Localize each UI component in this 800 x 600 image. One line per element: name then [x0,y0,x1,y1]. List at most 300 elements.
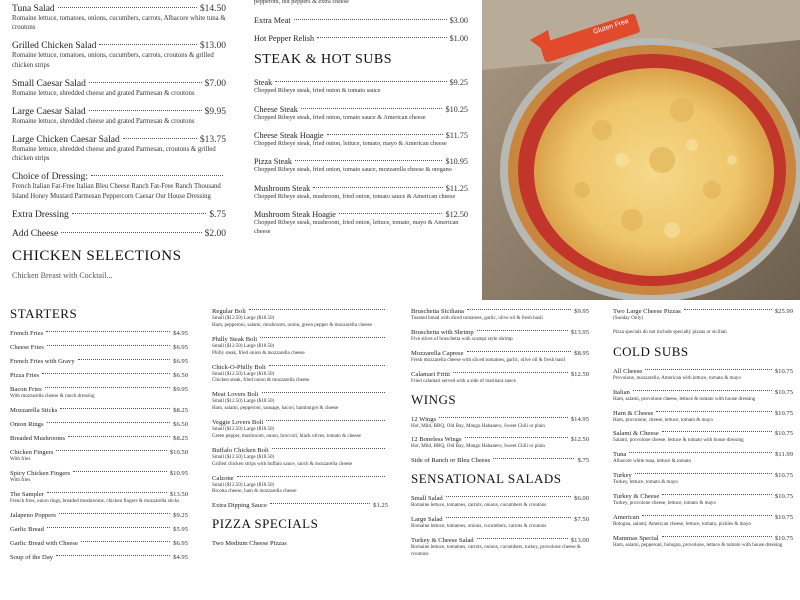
steak-hot-subs-heading: STEAK & HOT SUBS [254,52,393,68]
menu-item-row [12,4,226,14]
menu-item-row [411,329,589,336]
menu-item-price: $9.95 [204,106,226,117]
menu-item [613,493,793,507]
leader-dots [61,232,201,233]
menu-item [212,336,388,357]
menu-item-row [10,372,188,379]
menu-item-row [212,447,388,454]
menu-item-row [10,491,188,498]
menu-item-price: $10.75 [774,388,793,396]
menu-item-price: $25.99 [774,308,793,315]
leader-dots [89,82,202,83]
menu-item [411,350,589,364]
leader-dots [89,110,202,111]
menu-item-price: $.75 [577,457,589,465]
menu-item-description: Hot, Mild, BBQ, Old Bay, Mango Habanero, Sweet Chili or plain [411,443,545,450]
menu-item-description: Romaine lettuce, tomatoes, onions, cucumbers, carrots & croutons [411,523,547,530]
menu-item-description: Philly steak, fried onion & mozzarella cheese [212,349,305,356]
wings-list [411,416,589,465]
menu-item-description: Chopped Ribeye steak, fried onion, tomato sauce & American cheese [254,113,426,121]
boli-list [212,308,388,509]
leader-dots [47,527,170,528]
menu-item-row [613,430,793,437]
salad-list [12,4,226,239]
menu-item-name: Meat Lovers Boli [212,391,259,399]
menu-item-price: $3.00 [449,16,468,26]
leader-dots [73,471,167,472]
menu-item-name: Turkey & Cheese [613,493,660,500]
steak-subs-list [254,78,468,236]
menu-item-price: $6.50 [173,420,188,428]
menu-item-description: Hot, Mild, BBQ, Old Bay, Mango Habanero, Sweet Chili or plain [411,422,545,429]
menu-item-name: Add Cheese [12,228,59,239]
menu-item [10,358,188,365]
menu-item-row [10,358,188,365]
leader-dots [68,436,170,437]
menu-item-price: $9.95 [173,386,188,393]
menu-item [212,502,388,509]
menu-item-name: Garlic Bread with Cheese [10,539,78,547]
menu-item [411,416,589,430]
menu-item-row [613,472,793,479]
leader-dots [467,309,571,310]
menu-item-row [411,457,589,464]
menu-item-description: Romaine lettuce, shredded cheese and grated Parmesan, croutons & grilled chicken strips [12,146,216,163]
menu-item-name: Mushroom Steak [254,183,311,193]
menu-item [12,41,226,69]
menu-item-description: Salami, provolone cheese, lettuce & tomato with house dressing [613,437,744,444]
menu-item-name: Turkey [613,472,632,480]
menu-item-price: $10.75 [774,513,793,521]
menu-item-name: Grilled Chicken Salad [12,41,97,52]
menu-item [10,554,188,561]
leader-dots [477,538,568,539]
menu-item-description: Small ($12.50) Large ($18.50) [212,481,275,488]
menu-item-name: Italian [613,388,630,396]
menu-item-description: Ham, pepperoni, salami, mushroom, onion, green pepper & mozzarella cheese [212,321,372,328]
appetizers-list [411,308,589,385]
menu-item-description: Ricotta cheese, ham & mozzarella cheese [212,488,297,495]
cold-subs-list [613,368,793,549]
leader-dots [262,392,385,393]
menu-item-row [10,386,188,393]
menu-item-description: French fries, onion rings, breaded mushrooms, chicken fingers & mozzarella sticks [10,497,180,504]
menu-item-name: Calamari Fritti [411,370,451,378]
menu-item-price: $12.50 [570,370,589,378]
extras-list [254,16,468,43]
menu-item [411,436,589,450]
menu-item-description: With mozzarella cheese & ranch dressing [10,393,95,399]
menu-item-name: Mammas Special [613,534,659,542]
menu-item [212,475,388,496]
menu-item-name: 12 Boneless Wings [411,436,462,444]
leader-dots [249,309,385,310]
pizza-specials-list [613,308,793,322]
leader-dots [47,422,171,423]
menu-item-name: American [613,513,639,521]
leader-dots [467,351,572,352]
menu-item-row [411,416,589,423]
menu-item-name: Cheese Steak Hoagie [254,131,324,141]
menu-item-price: $10.75 [774,472,793,480]
menu-item-price: $6.00 [574,495,589,503]
menu-panel-salads [0,0,238,300]
menu-item-name: Veggie Lovers Boli [212,419,264,426]
menu-item-name: French Fries with Gravy [10,358,75,365]
menu-item [254,184,468,201]
menu-item [10,512,188,519]
menu-item-price: $6.50 [173,372,188,379]
menu-item-name: Tuna Salad [12,4,55,14]
menu-item [10,407,188,414]
menu-item-description: Ham, salami, pepperoni, bologna, provolone, lettuce & tomato with house dressing [613,541,783,548]
menu-item-price: $13.50 [169,490,188,498]
menu-item-price: $13.75 [199,135,226,146]
menu-item-row [613,410,793,417]
starters-heading: STARTERS [10,306,78,321]
leader-dots [446,517,572,518]
menu-item-name: Buffalo Chicken Boli [212,446,269,454]
menu-item-price: $9.95 [574,308,589,315]
leader-dots [56,555,170,556]
menu-item-price: $8.25 [173,406,188,414]
leader-dots [662,431,772,432]
menu-item-row [411,516,589,523]
menu-item-row [613,368,793,375]
menu-item-name: Calzone [212,474,234,482]
menu-item-name: Salami & Cheese [613,430,659,438]
menu-panel-starters [0,300,200,600]
menu-item [12,229,226,239]
menu-item [613,451,793,465]
menu-item-row [613,514,793,521]
menu-item-description: Ham, salami, pepperoni, sausage, bacon, hamburger & cheese [212,405,339,412]
menu-item-description: (Sunday Only) [613,315,644,321]
menu-item-name: Extra Dipping Sauce [212,502,267,510]
menu-item-row [254,157,468,166]
leader-dots [269,365,385,366]
menu-item-name: Small Caesar Salad [12,78,86,89]
salads-list [411,495,589,558]
menu-item-price: $1.25 [373,502,388,510]
menu-item-description: Ham, provolone, cheese, lettuce, tomato & mayo [613,416,713,423]
menu-item-description: Bologna, salami, American cheese, lettuce, tomato, pickles & mayo [613,520,751,527]
leader-dots [295,160,443,161]
leader-dots [270,503,370,504]
menu-item-description: Chopped Ribeye steak, fried onion & tomato sauce [254,87,381,95]
leader-dots [446,496,571,497]
menu-panel-wings-salads [400,300,602,600]
menu-item-price: $10.95 [169,469,188,477]
menu-item-name: Ham & Cheese [613,409,654,417]
menu-item-price: $14.50 [199,4,226,14]
cut-off-line: Two Medium Cheese Pizzas [212,540,287,548]
menu-item [411,329,589,343]
menu-item-price: $14.95 [570,415,589,423]
menu-item-row [613,451,793,458]
leader-dots [294,19,447,20]
menu-item-row [613,493,793,500]
menu-item-name: The Sampler [10,490,44,498]
menu-item-row [10,330,188,337]
menu-item-price: $4.95 [173,553,188,561]
menu-item-price: $13.00 [199,41,226,52]
menu-item-description: Small ($12.50) Large ($18.50) [212,453,275,460]
menu-item-description: Romaine lettuce, shredded cheese and grated Parmesan & croutons [12,117,195,125]
leader-dots [662,494,772,495]
menu-item-name: Soup of the Day [10,553,54,561]
leader-dots [272,448,385,449]
menu-item-name: Turkey & Cheese Salad [411,537,474,544]
menu-item-name: Choice of Dressing: [12,172,88,183]
menu-item-price: $13.95 [570,328,589,336]
menu-item [613,430,793,444]
menu-item [411,495,589,509]
menu-item-row [254,210,468,219]
leader-dots [313,187,443,188]
menu-item-price: $1.00 [449,34,468,44]
menu-item [613,410,793,424]
menu-item-row [411,350,589,357]
menu-item-description: Small ($12.50) Large ($18.50) [212,370,275,377]
menu-item-name: Two Large Cheese Pizzas [613,308,681,315]
menu-item-name: 12 Wings [411,415,437,423]
menu-item-name: Extra Meat [254,16,291,26]
pizza-illustration [482,0,800,300]
menu-item [12,79,226,98]
menu-item-description: Five slices of bruschetta with scampi style shrimp [411,335,513,342]
menu-item-row [254,78,468,87]
menu-item-row [10,540,188,547]
menu-item [254,16,468,25]
leader-dots [477,330,568,331]
menu-item-price: $6.95 [173,358,188,365]
leader-dots [317,37,447,38]
menu-item-price: $.75 [209,209,226,220]
leader-dots [684,309,772,310]
leader-dots [237,476,385,477]
menu-item-description: Small ($12.50) Large ($18.50) [212,342,275,349]
menu-item [10,435,188,442]
menu-item-name: Cheese Steak [254,104,298,114]
menu-item-description: Romaine lettuce, tomatoes, onions, cucumbers, carrots, Albacore white tuna & croutons [12,15,226,32]
menu-panel-steak-subs [238,0,482,300]
menu-item-description: Romaine lettuce, tomatoes, onions, cucumbers, carrots, croutons & grilled chicken strips [12,52,214,69]
menu-item-row [12,172,226,182]
leader-dots [123,138,197,139]
menu-item [212,447,388,468]
leader-dots [629,452,772,453]
salads-heading: SENSATIONAL SALADS [411,471,562,487]
leader-dots [91,175,223,176]
chicken-selections-heading: CHICKEN SELECTIONS [12,247,182,264]
leader-dots [275,81,446,82]
menu-item-price: $12.50 [570,436,589,444]
menu-item [254,131,468,148]
menu-item-row [212,336,388,343]
menu-item-row [411,436,589,443]
menu-item-row [254,16,468,25]
menu-item-name: Steak [254,78,273,88]
menu-item-row [613,308,793,315]
menu-item-description: French Italian Fat-Free Italian Bleu Cheese Ranch Fat-Free Ranch Thousand Island Honey Mustard Parmesan Peppercorn Caesar Our House Dressing [12,183,221,200]
menu-item-row [10,344,188,351]
menu-item-row [10,554,188,561]
menu-item-row [254,131,468,140]
menu-item-name: Tuna [613,451,627,459]
menu-item-price: $5.95 [173,525,188,533]
menu-item [12,4,226,32]
menu-item [613,535,793,549]
menu-item-price: $11.75 [445,131,468,141]
menu-item-name: Jalapeno Poppers [10,511,56,519]
menu-item-row [10,421,188,428]
pizza-specials-note: Pizza specials do not include specialty pizzas or sicilian [613,328,727,335]
leader-dots [339,213,443,214]
leader-dots [78,359,171,360]
leader-dots [60,408,170,409]
menu-item-name: Pizza Steak [254,157,292,167]
leader-dots [45,387,170,388]
menu-item [613,472,793,486]
menu-item-row [10,470,188,477]
leader-dots [99,44,196,45]
menu-item-name: Hot Pepper Relish [254,34,315,44]
menu-item-row [212,308,388,315]
menu-item-description: Chopped Ribeye steak, mushroom, fried onion, lettuce, tomato, mayo & American cheese [254,219,459,235]
menu-item-price: $11.25 [445,183,468,193]
leader-dots [42,373,170,374]
leader-dots [635,473,772,474]
menu-item [12,107,226,126]
leader-dots [47,345,170,346]
menu-item-row [12,135,226,145]
menu-item [254,34,468,43]
menu-item-price: $13.00 [570,537,589,544]
menu-item-row [12,210,226,220]
menu-item-description: Albacore white tuna, lettuce & tomato [613,458,692,465]
menu-item [254,105,468,122]
menu-item-description: Grilled chicken strips with buffalo sauce, ranch & mozzarella cheese [212,460,353,467]
menu-item-name: Chick-O-Philly Boli [212,363,266,371]
menu-item-description: Toasted bread with diced tomatoes, garlic, olive oil & fresh basil [411,315,543,321]
leader-dots [439,417,568,418]
menu-item [10,330,188,337]
menu-item-row [411,537,589,544]
leader-dots [465,437,568,438]
menu-item-name: All Cheese [613,367,643,375]
menu-item-price: $4.95 [173,330,188,337]
menu-item-price: $10.95 [445,157,468,167]
menu-item-row [10,449,188,456]
menu-item-price: $10.25 [445,104,468,114]
menu-item-price: $2.00 [204,228,226,239]
leader-dots [58,7,197,8]
menu-item [12,210,226,220]
menu-item [613,514,793,528]
menu-item-price: $9.25 [449,78,468,88]
menu-item-row [10,512,188,519]
cold-subs-heading: COLD SUBS [613,343,689,359]
leader-dots [72,213,207,214]
menu-item-price: $10.75 [774,409,793,417]
menu-item-name: Bacon Fries [10,386,42,393]
menu-item-description: Turkey, lettuce, tomato & mayo [613,479,678,486]
menu-item-name: Chicken Fingers [10,448,54,456]
cut-off-line: Chicken Breast with Cocktail... [12,270,113,280]
menu-item-price: $7.00 [204,78,226,89]
menu-item [10,526,188,533]
menu-item-name: French Fries [10,330,44,337]
menu-item-row [12,229,226,239]
menu-item-description: Fried calamari served with a side of marinara sauce [411,377,516,384]
menu-item-name: Large Caesar Salad [12,106,86,117]
cut-off-description: pepperoni, hot peppers & extra cheese [254,0,349,5]
menu-item [10,421,188,428]
menu-item-name: Philly Steak Boli [212,335,258,343]
leader-dots [81,541,170,542]
pizza-photo [482,0,800,300]
menu-item [10,449,188,463]
menu-item-name: Bruschetta Siciliana [411,308,464,315]
menu-item [10,372,188,379]
menu-item [10,540,188,547]
leader-dots [266,420,385,421]
menu-item-row [12,79,226,89]
leader-dots [662,536,772,537]
menu-item-description: Romaine lettuce, shredded cheese and grated Parmesan & croutons [12,89,195,97]
menu-item-name: Small Salad [411,495,443,503]
menu-item-name: Mushroom Steak Hoagie [254,210,336,220]
menu-item-row [411,495,589,502]
menu-item-name: Extra Dressing [12,209,69,220]
leader-dots [633,390,772,391]
menu-item [411,371,589,385]
leader-dots [59,513,170,514]
menu-item [411,457,589,464]
menu-item-row [254,105,468,114]
menu-item [10,344,188,351]
menu-item [10,491,188,505]
leader-dots [642,515,772,516]
menu-item-row [254,184,468,193]
menu-item-description: Small ($12.50) Large ($18.50) [212,315,275,321]
menu-item-price: $9.25 [173,511,188,519]
pizza-specials-heading: PIZZA SPECIALS [212,516,319,532]
menu-item-name: Bruschetta with Shrimp [411,328,474,336]
wings-heading: WINGS [411,391,457,407]
menu-item-description: Romaine lettuce, tomatoes, carrots, onions, cucumbers & croutons [411,502,547,509]
menu-item [212,364,388,385]
menu-item-description: Chopped Ribeye steak, fried onion, lettuce, tomato, mayo & American cheese [254,140,447,148]
menu-item-price: $10.50 [169,448,188,456]
menu-item-price: $8.25 [173,434,188,442]
menu-item [212,308,388,329]
menu-item [212,391,388,412]
menu-item-name: Cheese Fries [10,344,44,351]
menu-item-description: Green pepper, mushroom, onion, broccoli, black olives, tomato & cheese [212,432,361,439]
menu-item-name: Large Salad [411,516,443,524]
menu-item-price: $8.95 [574,349,589,357]
menu-panel-cold-subs [602,300,800,600]
leader-dots [56,450,166,451]
menu-item-row [254,34,468,43]
menu-item-row [10,407,188,414]
menu-item [254,157,468,174]
menu-item-name: Side of Ranch or Bleu Cheese [411,457,491,465]
menu-item [12,135,226,163]
menu-item-description: With fries [10,476,31,483]
